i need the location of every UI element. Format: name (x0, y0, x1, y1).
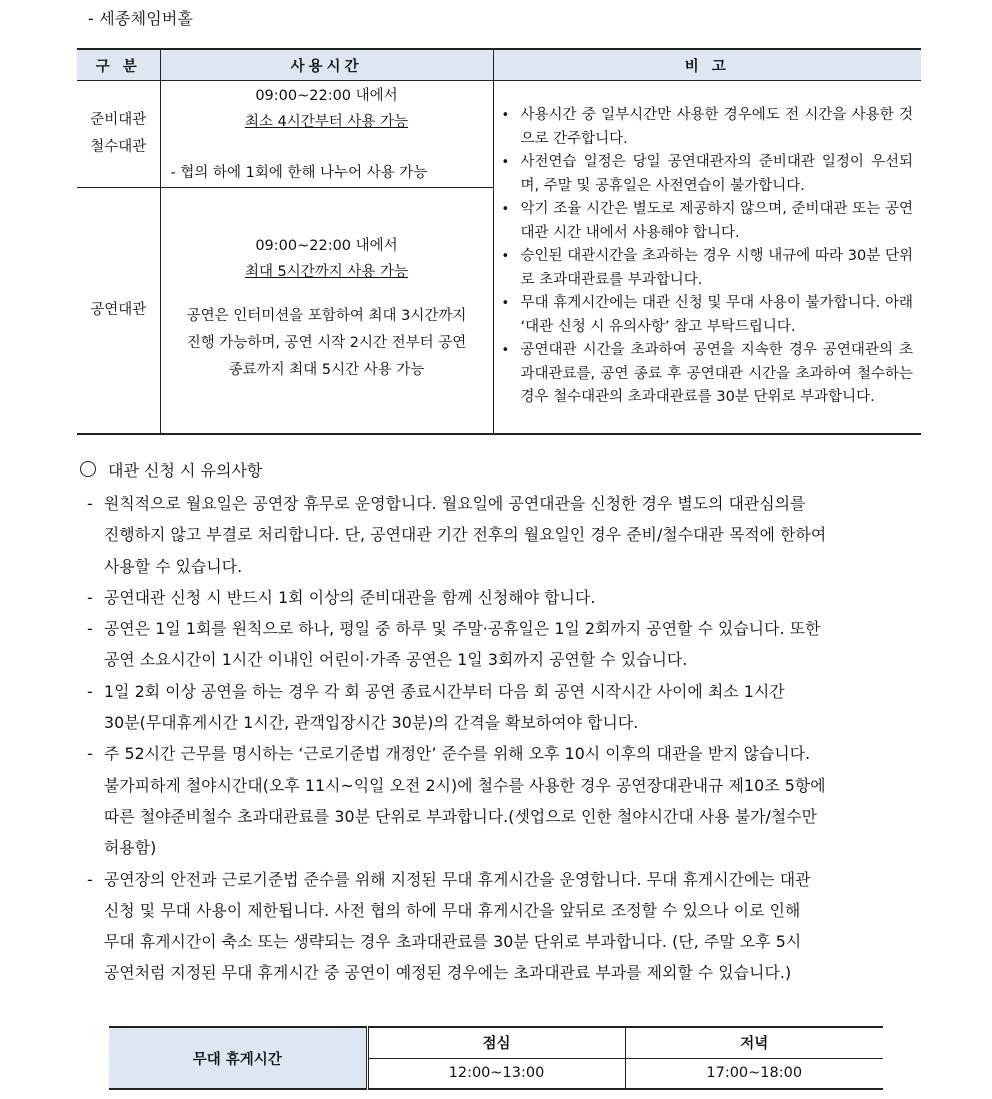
lunch-header: 점심 (367, 1027, 625, 1058)
notice-item (87, 582, 907, 613)
prep-row (77, 81, 921, 188)
notice-item (87, 864, 907, 989)
remark-item: • 사용시간 중 일부시간만 사용한 경우에도 전 시간을 사용한 것으로 간주합니다. (494, 104, 914, 151)
notice-line: 진행하지 않고 부결로 처리합니다. 단, 공연대관 기간 전후의 월요일인 경우 준비/철수대관 목적에 한하여 (104, 525, 827, 545)
prep-category-cell (77, 81, 160, 188)
notice-line: 30분(무대휴게시간 1시간, 관객입장시간 30분)의 간격을 확보하여야 합니다. (104, 713, 639, 733)
dash-bullet: - (87, 619, 93, 639)
dash-bullet: - (87, 869, 93, 889)
remarks-cell (493, 81, 921, 434)
notice-line: 주 52시간 근무를 명시하는 ‘근로기준법 개정안’ 준수를 위해 오후 10시 이후의 대관을 받지 않습니다. (104, 744, 811, 764)
notice-line: 사용할 수 있습니다. (104, 556, 243, 576)
remark-item: • 악기 조율 시간은 별도로 제공하지 않으며, 준비대관 또는 공연대관 시간 내에서 사용해야 합니다. (494, 198, 914, 245)
dash-bullet: - (87, 587, 93, 607)
remark-item: • 무대 휴게시간에는 대관 신청 및 무대 사용이 불가합니다. 아래 ‘대관 신청 시 유의사항’ 참고 부탁드립니다. (494, 292, 914, 339)
prep-time-range: 09:00~22:00 내에서 (255, 88, 398, 104)
prep-note: - 협의 하에 1회에 한해 나누어 사용 가능 (170, 165, 428, 181)
dash-bullet: - (87, 681, 93, 701)
notice-line: 따른 철야준비철수 초과대관료를 30분 단위로 부과합니다.(셋업으로 인한 철야시간대 사용 불가/철수만 (104, 806, 817, 826)
notice-item (87, 738, 907, 863)
teardown-category-label: 철수대관 (90, 139, 147, 155)
bullet-icon: • (501, 108, 510, 123)
perf-limit: 최대 5시간까지 사용 가능 (244, 263, 409, 280)
notice-line: 공연 소요시간이 1시간 이내인 어린이·가족 공연은 1일 3회까지 공연할 수 있습니다. (104, 650, 688, 670)
header-category: 구 분 (77, 49, 160, 81)
perf-category-cell (77, 188, 160, 434)
remark-item: • 사전연습 일정은 당일 공연대관자의 준비대관 일정이 우선되며, 주말 및 공휴일은 사전연습이 불가합니다. (494, 151, 914, 198)
remarks-list (494, 104, 922, 410)
dash-bullet: - (87, 744, 93, 764)
prep-usage-cell (160, 81, 493, 188)
break-time-label: 무대 휴게시간 (109, 1027, 367, 1089)
bullet-icon: • (501, 296, 510, 311)
dash-bullet: - (87, 494, 93, 513)
notice-list (87, 488, 907, 989)
bullet-icon: • (501, 202, 510, 217)
notice-line: 원칙적으로 월요일은 공연장 휴무로 운영합니다. 월요일에 공연대관을 신청한 경우 별도의 대관심의를 (104, 494, 806, 513)
perf-usage-cell (160, 188, 493, 434)
bullet-icon: • (501, 155, 510, 170)
header-usage-time: 사용시간 (160, 49, 493, 81)
notice-line: 신청 및 무대 사용이 제한됩니다. 사전 협의 하에 무대 휴게시간을 앞뒤로 조정할 수 있으나 이로 인해 (104, 900, 801, 920)
header-remarks: 비 고 (493, 49, 921, 81)
break-time-table (109, 1026, 883, 1090)
remark-item: • 공연대관 시간을 초과하여 공연을 지속한 경우 공연대관의 초과대관료를, 공연 종료 후 공연대관 시간을 초과하여 철수하는 경우 철수대관의 초과대관료를 30분 단위로 부과합니다. (494, 339, 914, 410)
bullet-icon: • (501, 343, 510, 358)
notice-line: 무대 휴게시간이 축소 또는 생략되는 경우 초과대관료를 30분 단위로 부과합니다. (단, 주말 오후 5시 (104, 932, 802, 952)
venue-heading: - 세종체임버홀 (88, 9, 194, 28)
notice-line: 공연장의 안전과 근로기준법 준수를 위해 지정된 무대 휴게시간을 운영합니다. 무대 휴게시간에는 대관 (104, 869, 811, 889)
perf-category-label: 공연대관 (90, 301, 147, 318)
notice-item (87, 488, 907, 582)
prep-category-label: 준비대관 (90, 112, 147, 128)
notice-item (87, 613, 907, 676)
dinner-header: 저녁 (625, 1027, 883, 1058)
perf-note: 공연은 인터미션을 포함하여 최대 3시간까지 진행 가능하며, 공연 시작 2시간 전부터 공연 종료까지 최대 5시간 사용 가능 (186, 307, 467, 378)
notice-line: 불가피하게 철야시간대(오후 11시~익일 오전 2시)에 철수를 사용한 경우 공연장대관내규 제10조 5항에 (104, 775, 826, 795)
notice-item (87, 676, 907, 739)
usage-table-header-row (77, 49, 921, 81)
lunch-time: 12:00~13:00 (367, 1058, 625, 1089)
prep-limit: 최소 4시간부터 사용 가능 (244, 114, 409, 130)
circle-bullet-icon (80, 461, 96, 477)
usage-time-table (77, 48, 921, 435)
notice-line: 공연은 1일 1회를 원칙으로 하나, 평일 중 하루 및 주말·공휴일은 1일 2회까지 공연할 수 있습니다. 또한 (104, 619, 821, 639)
notice-title: 대관 신청 시 유의사항 (80, 458, 262, 481)
notice-line: 허용함) (104, 838, 157, 858)
notice-line: 1일 2회 이상 공연을 하는 경우 각 회 공연 종료시간부터 다음 회 공연 시작시간 사이에 최소 1시간 (104, 681, 785, 701)
dinner-time: 17:00~18:00 (625, 1058, 883, 1089)
perf-time-range: 09:00~22:00 내에서 (255, 237, 398, 254)
remark-item: • 승인된 대관시간을 초과하는 경우 시행 내규에 따라 30분 단위로 초과대관료를 부과합니다. (494, 245, 914, 292)
notice-line: 공연대관 신청 시 반드시 1회 이상의 준비대관을 함께 신청해야 합니다. (104, 587, 596, 607)
bullet-icon: • (501, 249, 510, 264)
break-header-row (109, 1027, 883, 1058)
notice-line: 공연처럼 지정된 무대 휴게시간 중 공연이 예정된 경우에는 초과대관료 부과를 제외할 수 있습니다.) (104, 963, 792, 983)
